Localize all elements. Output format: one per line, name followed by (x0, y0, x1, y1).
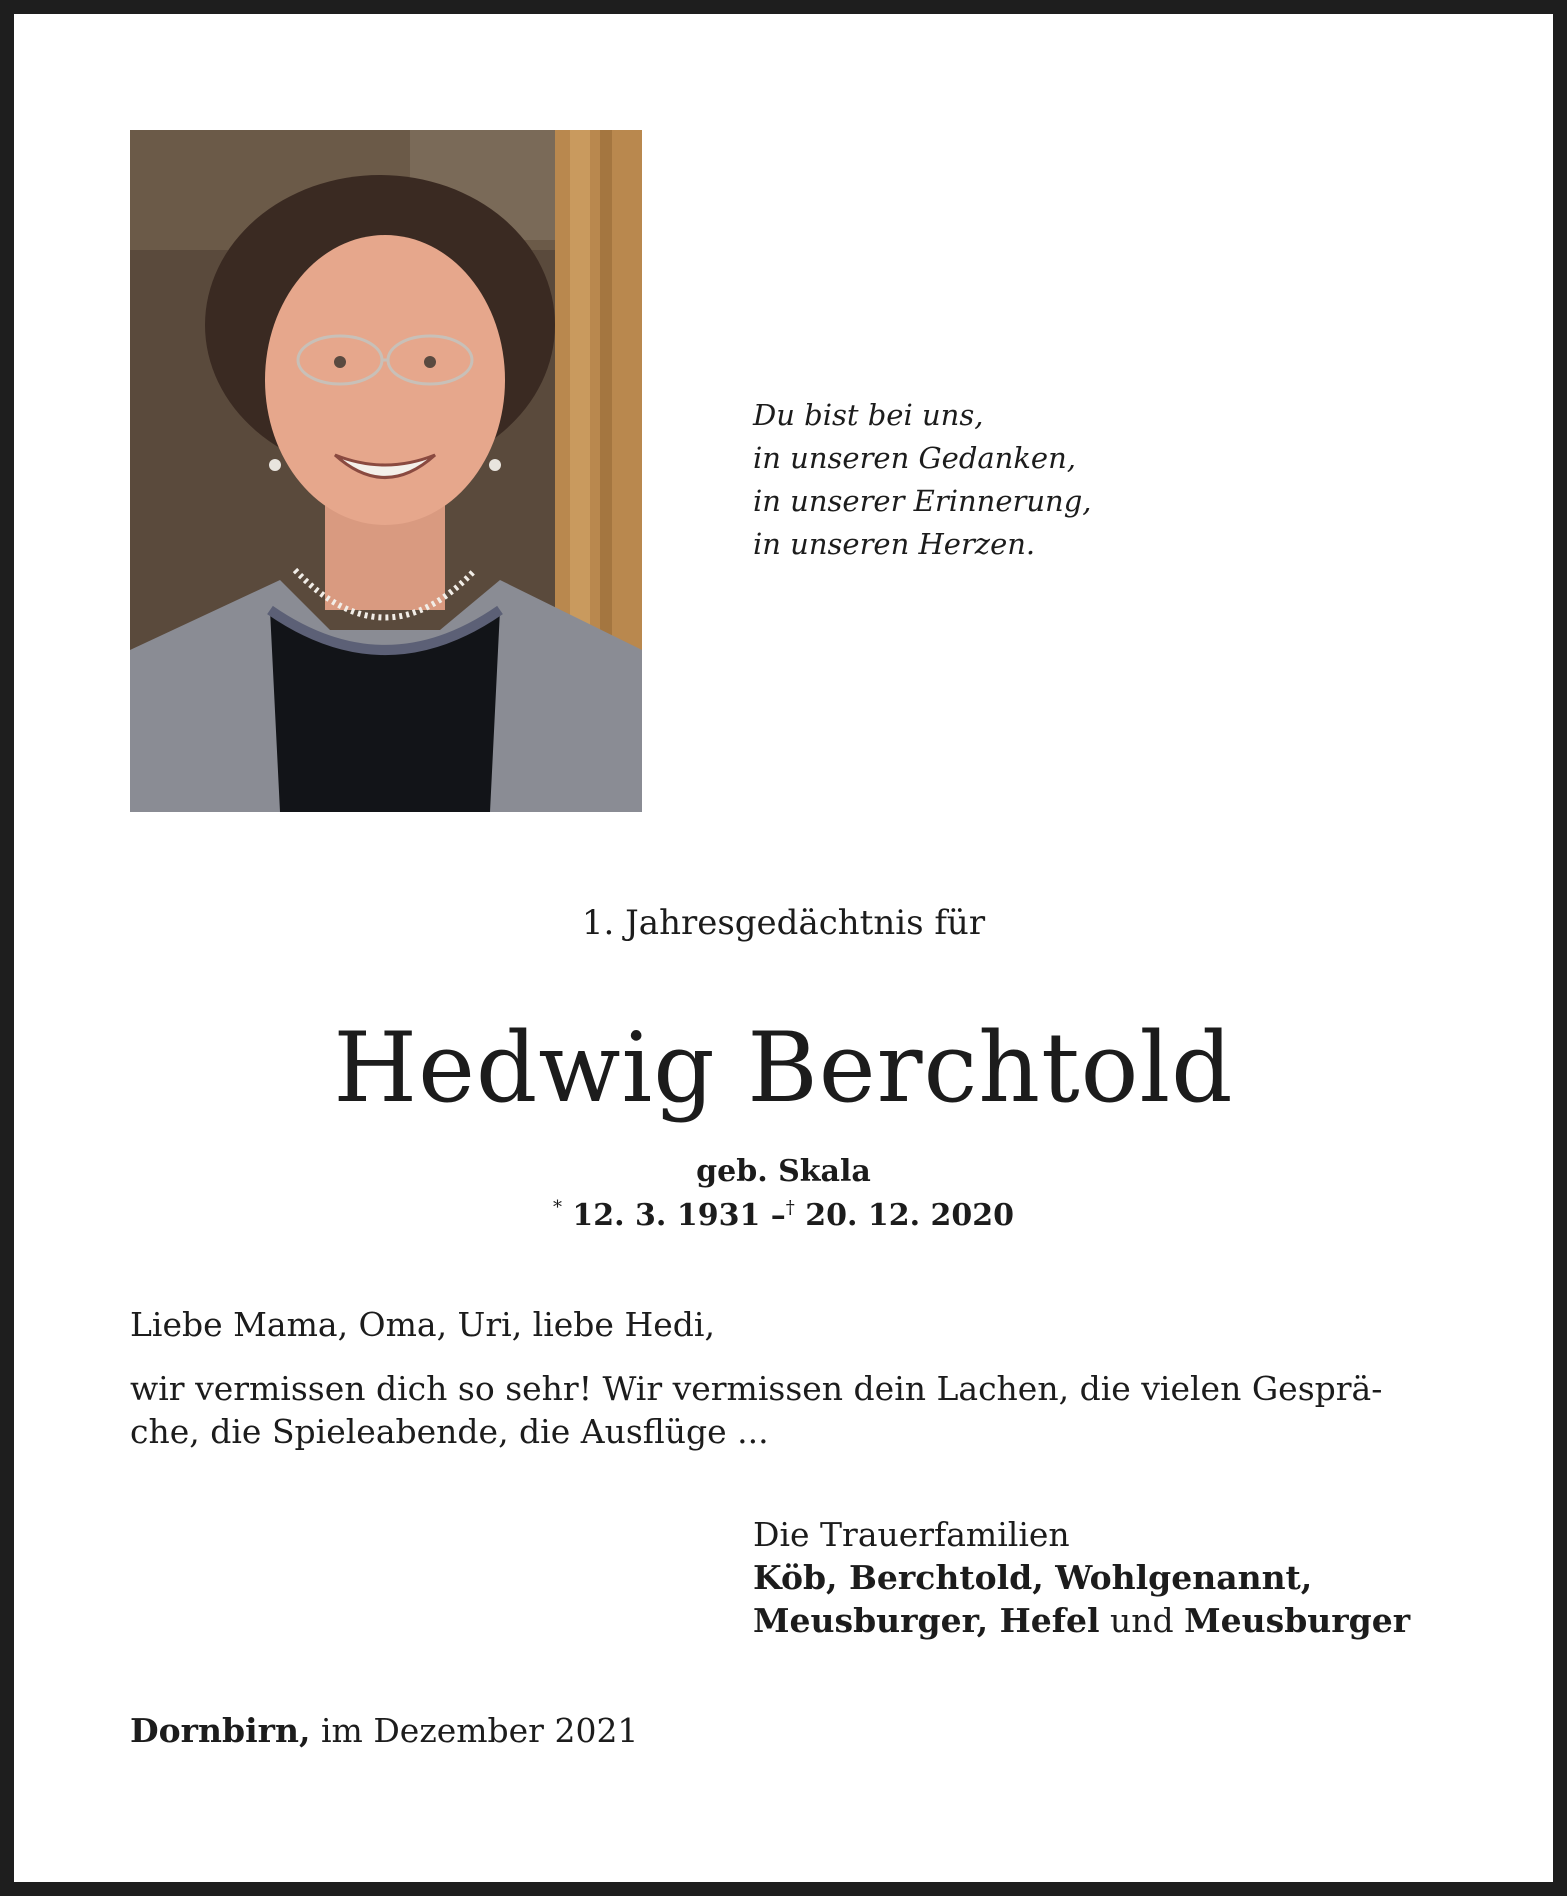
salutation: Liebe Mama, Oma, Uri, liebe Hedi, (130, 1305, 715, 1344)
message-body (130, 1367, 1450, 1453)
death-date: 20. 12. 2020 (805, 1198, 1015, 1233)
family-names-a: Meusburger, Hefel (753, 1601, 1100, 1640)
footer-place: Dornbirn, (130, 1711, 311, 1750)
portrait-photo (130, 130, 642, 812)
footer-date: im Dezember 2021 (321, 1711, 639, 1750)
life-dates (14, 1197, 1553, 1233)
poem-line: in unseren Gedanken, (753, 441, 1076, 475)
families-line-1: Köb, Berchtold, Wohlgenannt, (753, 1558, 1313, 1597)
signature-intro: Die Trauerfamilien (753, 1515, 1070, 1554)
deceased-name: Hedwig Berchtold (333, 1012, 1234, 1124)
conjunction: und (1109, 1601, 1174, 1640)
death-symbol: † (785, 1197, 795, 1218)
place-date-footer (130, 1711, 638, 1750)
maiden-name: geb. Skala (696, 1154, 871, 1189)
families-line-2 (753, 1599, 1410, 1642)
family-names-b: Meusburger (1184, 1601, 1411, 1640)
portrait-image (130, 130, 642, 812)
family-signature (753, 1513, 1410, 1642)
poem-line: in unserer Erinnerung, (753, 484, 1092, 518)
date-separator: – (770, 1198, 786, 1233)
message-line: wir vermissen dich so sehr! Wir vermissen dein Lachen, die vielen Gesprä- (130, 1369, 1383, 1408)
anniversary-heading: 1. Jahresgedächtnis für (581, 903, 986, 943)
poem-line: in unseren Herzen. (753, 527, 1036, 561)
memorial-poem (753, 394, 1092, 566)
message-line: che, die Spieleabende, die Ausflüge ... (130, 1412, 769, 1451)
birth-symbol: * (552, 1197, 562, 1218)
poem-line: Du bist bei uns, (753, 398, 984, 432)
birth-date: 12. 3. 1931 (572, 1198, 761, 1233)
